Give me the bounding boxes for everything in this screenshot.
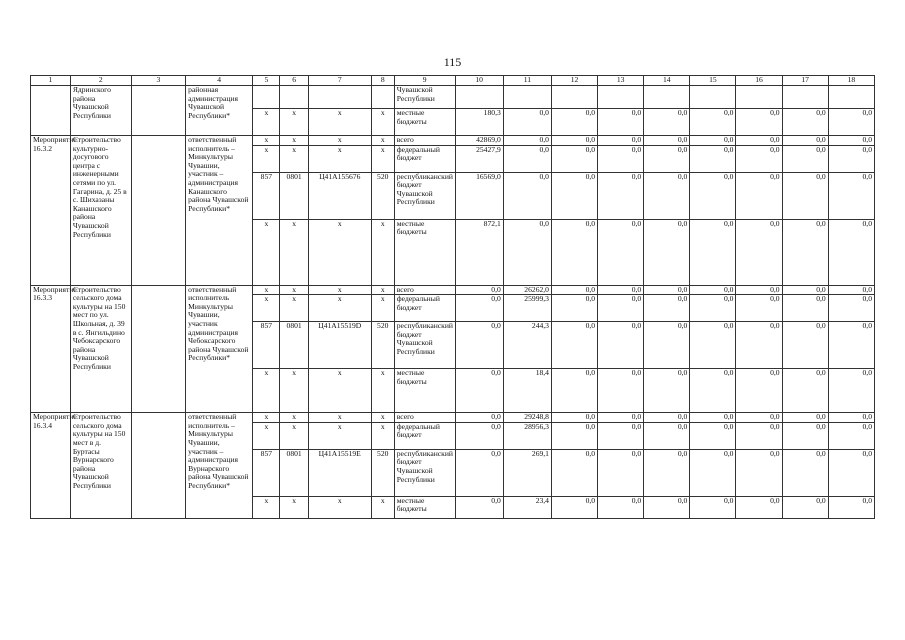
funding-source: республиканский бюджет Чувашской Республики xyxy=(394,449,455,496)
amount-cell xyxy=(828,86,874,109)
code-target-article: х xyxy=(308,145,371,172)
amount-cell: 0,0 xyxy=(551,449,597,496)
amount-cell: 0,0 xyxy=(690,295,736,322)
code-expense-type: 520 xyxy=(371,172,394,219)
amount-cell xyxy=(551,86,597,109)
code-section: х xyxy=(280,295,308,322)
amount-cell: 0,0 xyxy=(644,422,690,449)
code-target-article: х xyxy=(308,413,371,423)
code-target-article: х xyxy=(308,496,371,518)
amount-cell xyxy=(644,86,690,109)
code-grbs: х xyxy=(253,422,280,449)
code-target-article: х xyxy=(308,285,371,295)
column-number: 14 xyxy=(644,76,690,86)
column-number: 7 xyxy=(308,76,371,86)
measure-label: Мероприятие 16.3.2 xyxy=(31,136,71,286)
table-row xyxy=(31,413,875,423)
column-number: 5 xyxy=(253,76,280,86)
amount-cell: 0,0 xyxy=(828,422,874,449)
column-number: 4 xyxy=(186,76,253,86)
amount-cell: 0,0 xyxy=(551,322,597,369)
amount-cell xyxy=(503,86,551,109)
code-expense-type: х xyxy=(371,219,394,285)
code-grbs: х xyxy=(253,219,280,285)
amount-cell: 0,0 xyxy=(551,219,597,285)
column-number: 18 xyxy=(828,76,874,86)
amount-cell: 0,0 xyxy=(551,413,597,423)
amount-cell: 0,0 xyxy=(736,449,782,496)
code-section: х xyxy=(280,136,308,146)
measure-executor: районная администрация Чувашской Республики* xyxy=(186,86,253,136)
amount-cell: 0,0 xyxy=(828,145,874,172)
amount-cell: 0,0 xyxy=(736,219,782,285)
amount-cell: 23,4 xyxy=(503,496,551,518)
amount-cell: 0,0 xyxy=(644,145,690,172)
amount-cell: 0,0 xyxy=(828,322,874,369)
amount-cell: 0,0 xyxy=(828,109,874,136)
code-grbs: 857 xyxy=(253,322,280,369)
amount-cell: 0,0 xyxy=(828,496,874,518)
amount-cell: 0,0 xyxy=(782,369,828,413)
code-section: 0801 xyxy=(280,172,308,219)
amount-cell: 0,0 xyxy=(644,413,690,423)
amount-cell: 0,0 xyxy=(736,285,782,295)
amount-cell: 0,0 xyxy=(736,295,782,322)
amount-cell: 0,0 xyxy=(690,413,736,423)
amount-cell: 0,0 xyxy=(455,285,503,295)
code-section: х xyxy=(280,145,308,172)
amount-cell: 0,0 xyxy=(644,322,690,369)
amount-cell xyxy=(782,86,828,109)
amount-cell: 0,0 xyxy=(644,295,690,322)
amount-cell: 0,0 xyxy=(690,145,736,172)
amount-cell: 0,0 xyxy=(782,496,828,518)
code-grbs: х xyxy=(253,413,280,423)
amount-cell: 0,0 xyxy=(644,109,690,136)
code-expense-type: х xyxy=(371,285,394,295)
amount-cell: 0,0 xyxy=(736,109,782,136)
amount-cell: 0,0 xyxy=(598,136,644,146)
amount-cell: 0,0 xyxy=(503,136,551,146)
amount-cell: 0,0 xyxy=(736,422,782,449)
code-section: х xyxy=(280,413,308,423)
code-grbs: х xyxy=(253,136,280,146)
amount-cell xyxy=(736,86,782,109)
amount-cell: 0,0 xyxy=(782,295,828,322)
code-section: х xyxy=(280,496,308,518)
amount-cell: 25999,3 xyxy=(503,295,551,322)
funding-source: местные бюджеты xyxy=(394,496,455,518)
code-target-article: Ц41А15519D xyxy=(308,322,371,369)
funding-source: местные бюджеты xyxy=(394,109,455,136)
code-target-article: х xyxy=(308,369,371,413)
empty-cell xyxy=(131,285,186,413)
amount-cell: 0,0 xyxy=(644,172,690,219)
amount-cell: 0,0 xyxy=(690,136,736,146)
code-target-article: х xyxy=(308,136,371,146)
code-grbs: х xyxy=(253,496,280,518)
code-expense-type: х xyxy=(371,109,394,136)
code-expense-type: 520 xyxy=(371,322,394,369)
amount-cell: 0,0 xyxy=(455,422,503,449)
amount-cell: 0,0 xyxy=(782,109,828,136)
amount-cell: 0,0 xyxy=(782,322,828,369)
code-section: 0801 xyxy=(280,322,308,369)
amount-cell: 0,0 xyxy=(598,496,644,518)
amount-cell: 0,0 xyxy=(690,109,736,136)
code-expense-type: 520 xyxy=(371,449,394,496)
funding-source: всего xyxy=(394,136,455,146)
code-target-article: Ц41А155676 xyxy=(308,172,371,219)
amount-cell: 0,0 xyxy=(828,413,874,423)
code-target-article: х xyxy=(308,295,371,322)
measure-label: Мероприятие 16.3.4 xyxy=(31,413,71,519)
amount-cell: 0,0 xyxy=(551,422,597,449)
measure-name: Строительство сельского дома культуры на 150 мест по ул. Школьная, д. 39 в с. Янгильдино Чебоксарского района Чувашской Республики xyxy=(70,285,131,413)
amount-cell: 0,0 xyxy=(598,322,644,369)
table-row xyxy=(31,136,875,146)
amount-cell: 0,0 xyxy=(782,145,828,172)
amount-cell: 0,0 xyxy=(551,496,597,518)
measure-executor: ответственный исполнитель – Минкультуры Чувашии, участник – администрация Вурнарского района Чувашской Республики* xyxy=(186,413,253,519)
code-target-article: х xyxy=(308,422,371,449)
column-number: 17 xyxy=(782,76,828,86)
amount-cell: 0,0 xyxy=(503,145,551,172)
amount-cell: 0,0 xyxy=(644,496,690,518)
empty-cell xyxy=(131,413,186,519)
code-expense-type: х xyxy=(371,369,394,413)
amount-cell: 0,0 xyxy=(455,322,503,369)
amount-cell: 0,0 xyxy=(782,219,828,285)
column-number-row xyxy=(31,76,875,86)
code-grbs: х xyxy=(253,109,280,136)
empty-cell xyxy=(131,86,186,136)
amount-cell: 0,0 xyxy=(503,109,551,136)
code-section: х xyxy=(280,109,308,136)
code-target-article xyxy=(308,86,371,109)
code-section: х xyxy=(280,285,308,295)
amount-cell: 25427,9 xyxy=(455,145,503,172)
amount-cell: 0,0 xyxy=(644,449,690,496)
amount-cell: 0,0 xyxy=(736,496,782,518)
code-expense-type: х xyxy=(371,295,394,322)
amount-cell: 180,3 xyxy=(455,109,503,136)
measure-name: Строительство сельского дома культуры на 150 мест в д. Буртасы Вурнарского района Чувашской Республики xyxy=(70,413,131,519)
table-row xyxy=(31,285,875,295)
table-row xyxy=(31,86,875,109)
amount-cell: 0,0 xyxy=(690,322,736,369)
funding-source: всего xyxy=(394,285,455,295)
column-number: 15 xyxy=(690,76,736,86)
amount-cell: 0,0 xyxy=(503,172,551,219)
funding-source: республиканский бюджет Чувашской Республики xyxy=(394,172,455,219)
code-grbs: х xyxy=(253,145,280,172)
funding-source: федеральный бюджет xyxy=(394,422,455,449)
funding-source: республиканский бюджет Чувашской Республики xyxy=(394,322,455,369)
amount-cell: 0,0 xyxy=(690,285,736,295)
amount-cell: 0,0 xyxy=(551,109,597,136)
code-expense-type: х xyxy=(371,136,394,146)
column-number: 1 xyxy=(31,76,71,86)
funding-source: федеральный бюджет xyxy=(394,295,455,322)
amount-cell: 0,0 xyxy=(736,413,782,423)
amount-cell: 28956,3 xyxy=(503,422,551,449)
amount-cell: 0,0 xyxy=(598,369,644,413)
amount-cell: 0,0 xyxy=(736,172,782,219)
code-section: х xyxy=(280,369,308,413)
amount-cell: 0,0 xyxy=(455,413,503,423)
code-expense-type: х xyxy=(371,145,394,172)
code-target-article: х xyxy=(308,219,371,285)
amount-cell: 0,0 xyxy=(598,422,644,449)
code-section: 0801 xyxy=(280,449,308,496)
funding-source: федеральный бюджет xyxy=(394,145,455,172)
amount-cell xyxy=(690,86,736,109)
column-number: 8 xyxy=(371,76,394,86)
amount-cell: 0,0 xyxy=(644,285,690,295)
column-number: 16 xyxy=(736,76,782,86)
code-expense-type: х xyxy=(371,496,394,518)
amount-cell xyxy=(455,86,503,109)
amount-cell: 0,0 xyxy=(551,136,597,146)
code-section: х xyxy=(280,422,308,449)
code-expense-type: х xyxy=(371,413,394,423)
code-grbs: х xyxy=(253,369,280,413)
amount-cell: 0,0 xyxy=(598,172,644,219)
measure-name: Строительство культурно-досугового центра с инженерными сетями по ул. Гагарина, д. 25 в с. Шихазаны Канашского района Чувашской Республики xyxy=(70,136,131,286)
funding-source: местные бюджеты xyxy=(394,219,455,285)
amount-cell: 0,0 xyxy=(455,449,503,496)
amount-cell: 29248,8 xyxy=(503,413,551,423)
code-section xyxy=(280,86,308,109)
amount-cell: 0,0 xyxy=(828,172,874,219)
code-expense-type: х xyxy=(371,422,394,449)
amount-cell: 0,0 xyxy=(644,219,690,285)
amount-cell: 0,0 xyxy=(598,285,644,295)
amount-cell: 0,0 xyxy=(736,136,782,146)
amount-cell: 269,1 xyxy=(503,449,551,496)
measure-label: Мероприятие 16.3.3 xyxy=(31,285,71,413)
amount-cell: 0,0 xyxy=(551,145,597,172)
amount-cell: 0,0 xyxy=(455,295,503,322)
column-number: 13 xyxy=(598,76,644,86)
amount-cell: 0,0 xyxy=(736,369,782,413)
column-number: 10 xyxy=(455,76,503,86)
amount-cell: 42869,0 xyxy=(455,136,503,146)
amount-cell: 0,0 xyxy=(782,449,828,496)
amount-cell: 0,0 xyxy=(828,449,874,496)
column-number: 2 xyxy=(70,76,131,86)
funding-source: местные бюджеты xyxy=(394,369,455,413)
code-grbs: 857 xyxy=(253,172,280,219)
amount-cell: 0,0 xyxy=(455,369,503,413)
measure-executor: ответственный исполнитель Минкультуры Чувашии, участник администрация Чебоксарского района Чувашской Республики* xyxy=(186,285,253,413)
amount-cell: 16569,0 xyxy=(455,172,503,219)
amount-cell: 0,0 xyxy=(690,172,736,219)
amount-cell: 244,3 xyxy=(503,322,551,369)
amount-cell: 0,0 xyxy=(551,369,597,413)
amount-cell: 872,1 xyxy=(455,219,503,285)
amount-cell: 0,0 xyxy=(828,285,874,295)
code-target-article: Ц41А15519Е xyxy=(308,449,371,496)
funding-source: Чувашской Республики xyxy=(394,86,455,109)
code-grbs: 857 xyxy=(253,449,280,496)
amount-cell: 0,0 xyxy=(828,369,874,413)
amount-cell: 0,0 xyxy=(828,136,874,146)
amount-cell: 0,0 xyxy=(598,413,644,423)
amount-cell: 0,0 xyxy=(690,219,736,285)
amount-cell: 0,0 xyxy=(598,449,644,496)
code-grbs: х xyxy=(253,285,280,295)
measure-label xyxy=(31,86,71,136)
measure-executor: ответственный исполнитель – Минкультуры Чувашии, участник – администрация Канашского района Чувашской Республики* xyxy=(186,136,253,286)
amount-cell: 0,0 xyxy=(598,145,644,172)
amount-cell: 0,0 xyxy=(736,322,782,369)
amount-cell: 0,0 xyxy=(503,219,551,285)
page-number: 115 xyxy=(443,55,462,69)
code-grbs: х xyxy=(253,295,280,322)
column-number: 3 xyxy=(131,76,186,86)
amount-cell: 0,0 xyxy=(828,295,874,322)
amount-cell: 0,0 xyxy=(736,145,782,172)
amount-cell: 18,4 xyxy=(503,369,551,413)
amount-cell: 0,0 xyxy=(551,285,597,295)
amount-cell: 0,0 xyxy=(782,172,828,219)
amount-cell: 0,0 xyxy=(690,369,736,413)
amount-cell xyxy=(598,86,644,109)
measure-name: Ядринского района Чувашской Республики xyxy=(70,86,131,136)
code-expense-type xyxy=(371,86,394,109)
amount-cell: 0,0 xyxy=(690,496,736,518)
amount-cell: 26262,0 xyxy=(503,285,551,295)
column-number: 9 xyxy=(394,76,455,86)
amount-cell: 0,0 xyxy=(598,219,644,285)
code-target-article: х xyxy=(308,109,371,136)
empty-cell xyxy=(131,136,186,286)
code-grbs xyxy=(253,86,280,109)
funding-source: всего xyxy=(394,413,455,423)
column-number: 11 xyxy=(503,76,551,86)
amount-cell: 0,0 xyxy=(782,422,828,449)
code-section: х xyxy=(280,219,308,285)
amount-cell: 0,0 xyxy=(598,109,644,136)
amount-cell: 0,0 xyxy=(551,172,597,219)
amount-cell: 0,0 xyxy=(455,496,503,518)
amount-cell: 0,0 xyxy=(551,295,597,322)
amount-cell: 0,0 xyxy=(828,219,874,285)
budget-table xyxy=(30,75,875,519)
amount-cell: 0,0 xyxy=(690,422,736,449)
amount-cell: 0,0 xyxy=(782,285,828,295)
amount-cell: 0,0 xyxy=(598,295,644,322)
amount-cell: 0,0 xyxy=(782,413,828,423)
column-number: 6 xyxy=(280,76,308,86)
amount-cell: 0,0 xyxy=(644,369,690,413)
amount-cell: 0,0 xyxy=(782,136,828,146)
amount-cell: 0,0 xyxy=(644,136,690,146)
amount-cell: 0,0 xyxy=(690,449,736,496)
column-number: 12 xyxy=(551,76,597,86)
